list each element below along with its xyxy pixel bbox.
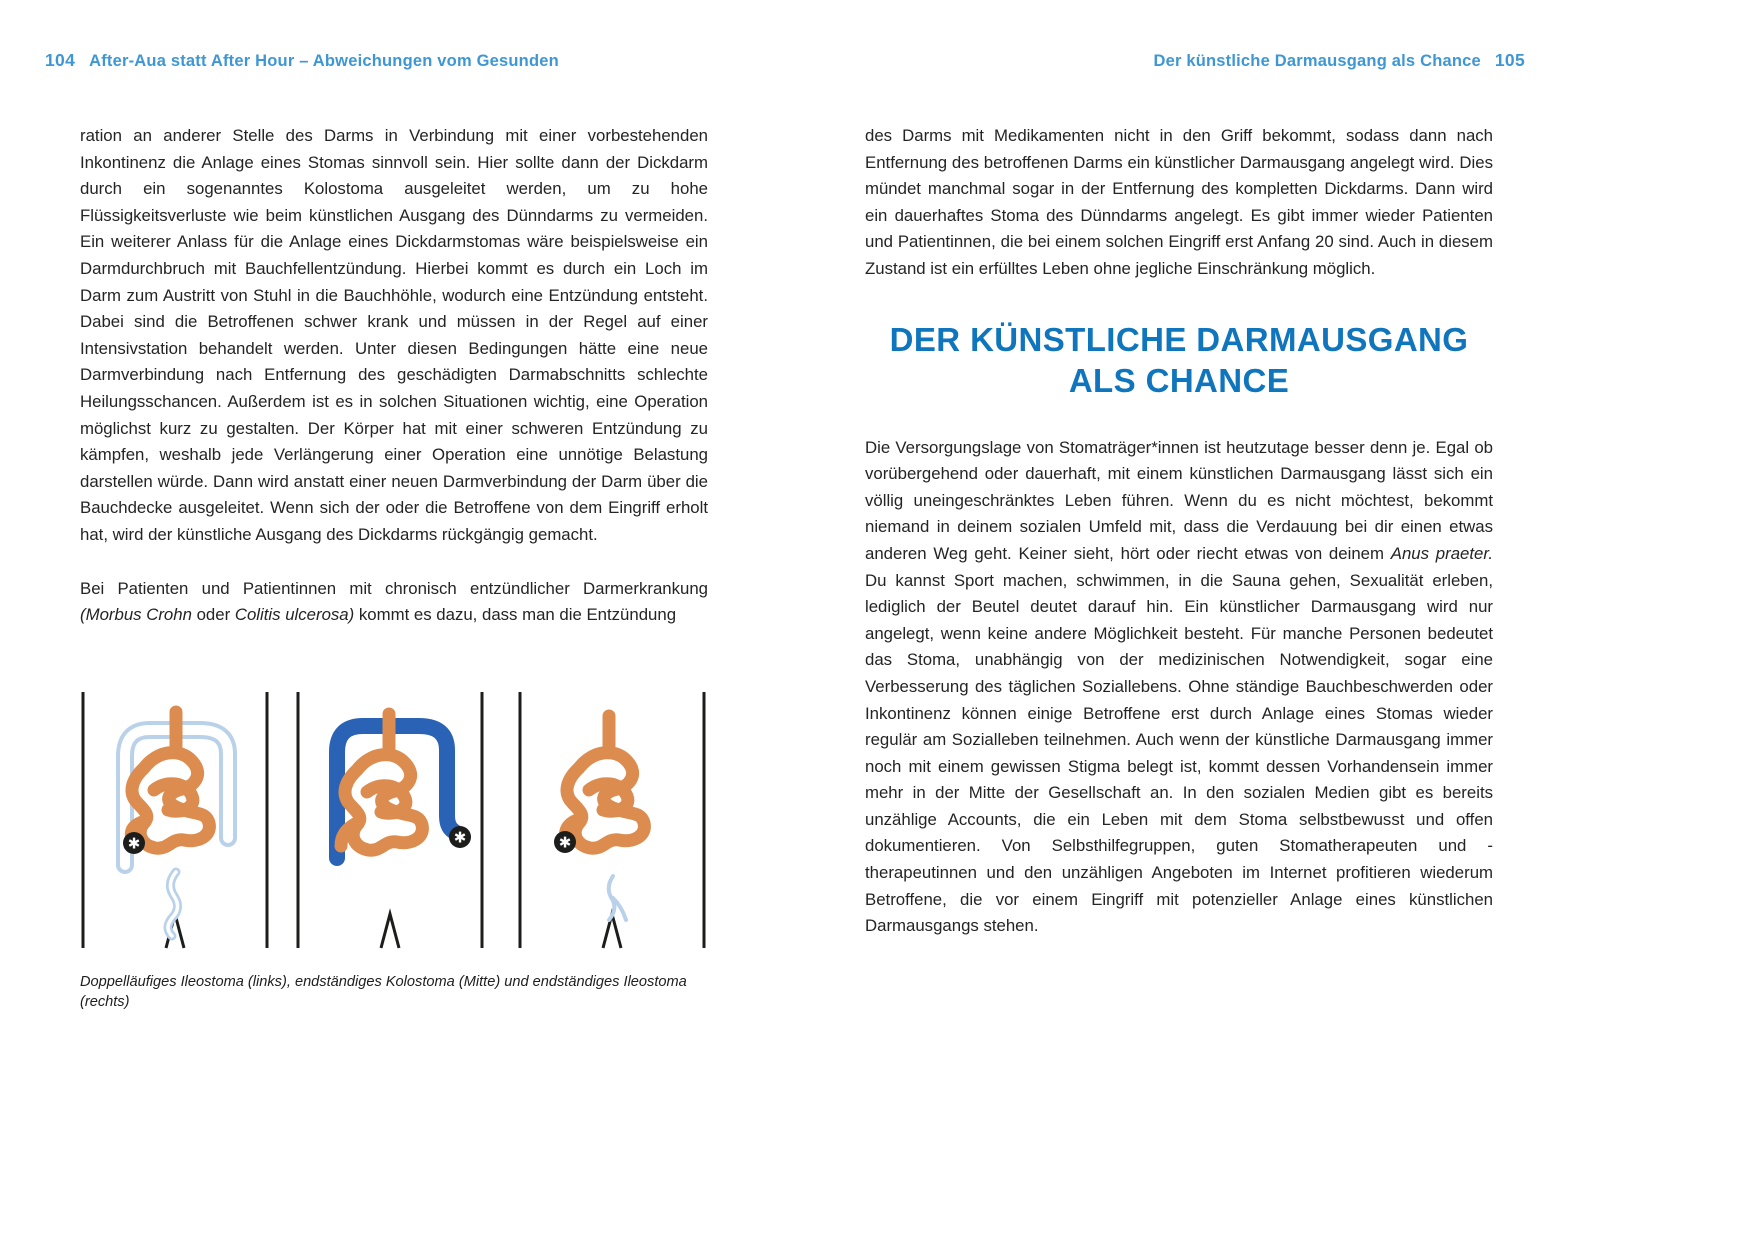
- figure-panel-end-colostomy: [298, 692, 482, 948]
- running-header-left: [45, 50, 559, 71]
- latin-term-anus-praeter: Anus praeter.: [1390, 543, 1493, 563]
- right-page-text-column: [865, 123, 1493, 940]
- latin-term-colitis-ulcerosa: Colitis ulcerosa): [234, 605, 355, 625]
- left-page-text-column: [80, 123, 708, 629]
- figure-panel-loop-ileostomy: [83, 692, 267, 948]
- left-paragraph-2: [80, 576, 708, 629]
- right-paragraph-2: [865, 435, 1493, 940]
- section-heading: DER KÜNSTLICHE DARMAUSGANG ALS CHANCE: [889, 320, 1469, 399]
- legs-icon: [381, 914, 399, 948]
- svg-text:✱: ✱: [453, 828, 467, 847]
- svg-text:✱: ✱: [127, 834, 141, 853]
- page-number-left: 104: [45, 50, 76, 70]
- left-paragraph-2-part3: kommt es dazu, dass man die Entzündung: [354, 605, 677, 625]
- left-paragraph-2-part2: oder: [191, 605, 235, 625]
- running-header-right-title: Der künstliche Darmausgang als Chance: [1153, 52, 1481, 70]
- page-number-right: 105: [1494, 50, 1525, 70]
- stoma-icon: [123, 832, 145, 854]
- latin-term-morbus-crohn: (Morbus Crohn: [80, 605, 192, 625]
- stoma-diagram-svg: [80, 690, 708, 952]
- stoma-icon: [554, 831, 576, 853]
- running-header-right: [1153, 50, 1525, 71]
- right-paragraph-2-part1: Die Versorgungslage von Stomaträger*innen ist heutzutage besser denn je. Egal ob vorübergehend oder dauerhaft, mit einem künstlichen Darmausgang lässt sich ein völlig uneingeschränktes Leben führen. Wenn du es nicht möchtest, bekommt niemand in deinem sozialen Umfeld mit, dass die Verdauung bei dir einen etwas anderen Weg geht. Keiner sieht, hört oder riecht etwas von deinem: [865, 437, 1493, 563]
- svg-text:✱: ✱: [558, 833, 572, 852]
- stoma-icon: [449, 826, 471, 848]
- running-header-left-title: After-Aua statt After Hour – Abweichungen vom Gesunden: [89, 52, 559, 70]
- left-paragraph-2-part1: Bei Patienten und Patientinnen mit chronisch entzündlicher Darmerkrankung: [80, 578, 708, 598]
- left-paragraph-1: ration an anderer Stelle des Darms in Verbindung mit einer vorbestehenden Inkontinenz die Anlage eines Stomas sinnvoll sein. Hier sollte dann der Dickdarm durch ein sogenanntes Kolostoma ausgeleitet werden, um zu hohe Flüssigkeitsverluste wie beim künstlichen Ausgang des Dünndarms zu vermeiden. Ein weiterer Anlass für die Anlage eines Dickdarmstomas wäre beispielsweise ein Darmdurchbruch mit Bauchfellentzündung. Hierbei kommt es durch ein Loch im Darm zum Austritt von Stuhl in die Bauchhöhle, wodurch eine Entzündung entsteht. Dabei sind die Betroffenen schwer krank und müssen in der Regel auf einer Intensivstation behandelt werden. Unter diesen Bedingungen hätte eine neue Darmverbindung nach Entfernung des geschädigten Darmabschnitts schlechte Heilungsschancen. Außerdem ist es in solchen Situationen wichtig, eine Operation möglichst kurz zu gestalten. Der Körper hat mit einer schweren Entzündung zu kämpfen, weshalb jede Verlängerung einer Operation eine unnötige Belastung darstellen würde. Dann wird anstatt einer neuen Darmverbindung der Darm über die Bauchdecke ausgeleitet. Wenn sich der oder die Betroffene von dem Eingriff erholt hat, wird der künstliche Ausgang des Dickdarms rückgängig gemacht.: [80, 126, 708, 544]
- figure-panel-end-ileostomy: [520, 692, 704, 948]
- figure-caption: Doppelläufiges Ileostoma (links), endständiges Kolostoma (Mitte) und endständiges Ileostoma (rechts): [80, 974, 687, 1010]
- right-paragraph-1: des Darms mit Medikamenten nicht in den Griff bekommt, sodass dann nach Entfernung des betroffenen Darms ein künstlicher Darmausgang angelegt wird. Dies mündet manchmal sogar in der Entfernung des kompletten Dickdarms. Dann wird ein dauerhaftes Stoma des Dünndarms angelegt. Es gibt immer wieder Patienten und Patientinnen, die bei einem solchen Eingriff erst Anfang 20 sind. Auch in diesem Zustand ist ein erfülltes Leben ohne jegliche Einschränkung möglich.: [865, 126, 1493, 278]
- right-paragraph-2-part2: Du kannst Sport machen, schwimmen, in die Sauna gehen, Sexualität erleben, lediglich der Beutel deutet darauf hin. Ein künstlicher Darmausgang wird nur angelegt, wenn keine andere Möglichkeit besteht. Für manche Personen bedeutet das Stoma, unabhängig von der medizinischen Notwendigkeit, sogar eine Verbesserung des täglichen Soziallebens. Ohne ständige Bauchbeschwerden oder Inkontinenz können einige Betroffene erst durch Anlage eines Stomas wieder regulär am Sozialleben teilnehmen. Auch wenn der künstliche Darmausgang immer noch mit einem gewissen Stigma belegt ist, kommt dessen Vorhandensein immer mehr in der Mitte der Gesellschaft an. In den sozialen Medien gibt es bereits unzählige Accounts, die ein Leben mit dem Stoma selbstbewusst und offen dokumentieren. Von Selbsthilfegruppen, guten Stomatherapeuten und -therapeutinnen und den unzähligen Angeboten im Internet profitieren wiederum Betroffene, die vor einem Eingriff mit potenzieller Anlage eines künstlichen Darmausgangs stehen.: [865, 570, 1493, 936]
- stoma-figure: [80, 690, 708, 952]
